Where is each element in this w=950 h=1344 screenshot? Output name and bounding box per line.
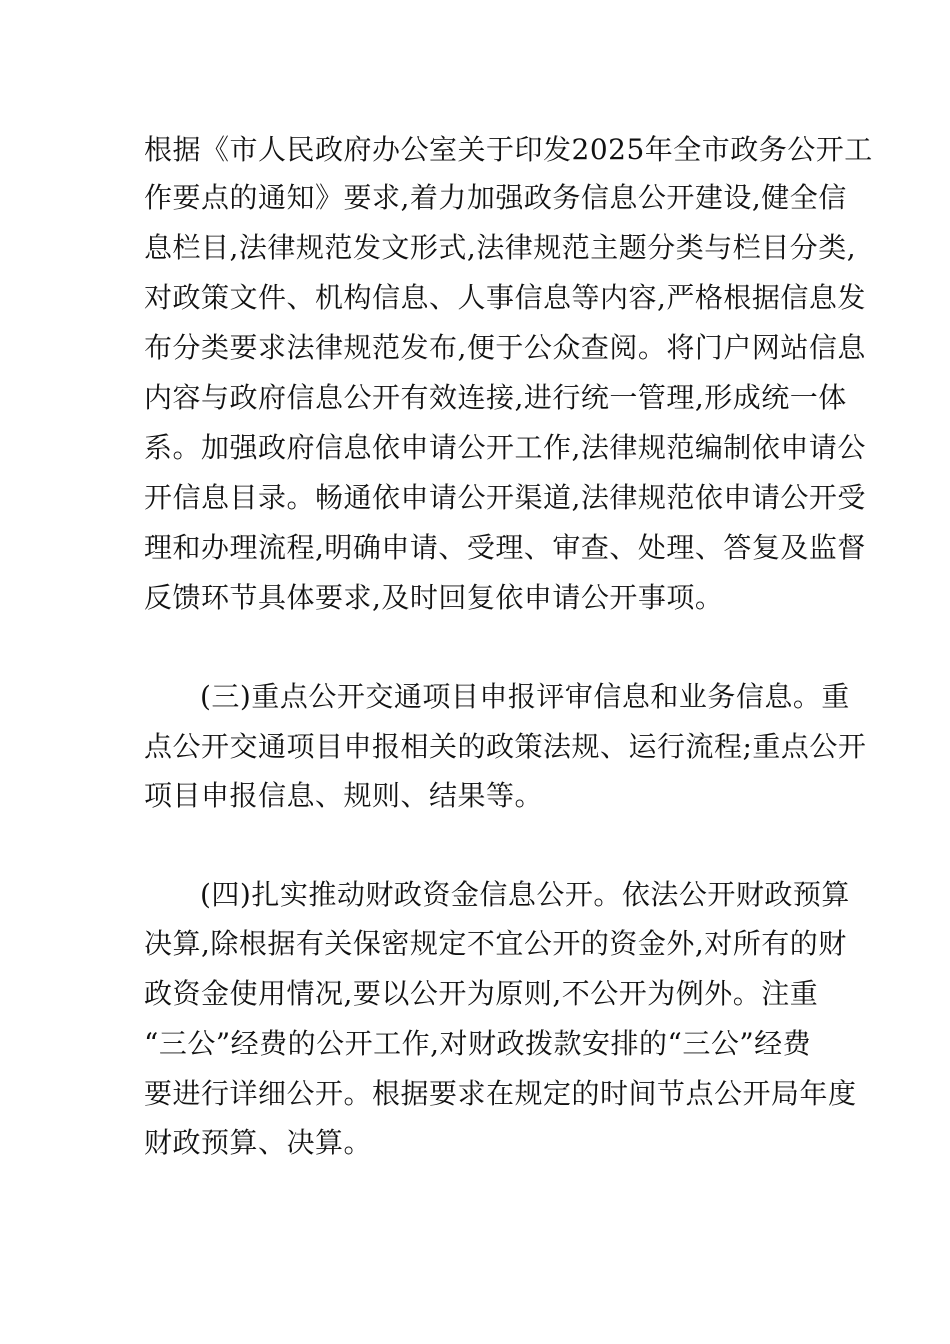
paragraph-line: 项目申报信息、规则、结果等。 <box>144 779 544 812</box>
paragraph-line: 布分类要求法律规范发布,便于公众查阅。将门户网站信息 <box>144 331 866 364</box>
paragraph-line: 内容与政府信息公开有效连接,进行统一管理,形成统一体 <box>144 381 847 414</box>
paragraph-line: “三公”经费的公开工作,对财政拨款安排的“三公”经费 <box>144 1027 812 1060</box>
paragraph-line: 作要点的通知》要求,着力加强政务信息公开建设,健全信 <box>144 181 847 214</box>
section-heading-line: (三)重点公开交通项目申报评审信息和业务信息。重 <box>200 680 850 713</box>
paragraph-line: 系。加强政府信息依申请公开工作,法律规范编制依申请公 <box>144 431 866 464</box>
paragraph-line: 决算,除根据有关保密规定不宜公开的资金外,对所有的财 <box>144 927 847 960</box>
paragraph-line: 开信息目录。畅通依申请公开渠道,法律规范依申请公开受 <box>144 481 866 514</box>
section-heading-line: (四)扎实推动财政资金信息公开。依法公开财政预算 <box>200 878 850 911</box>
paragraph-line: 对政策文件、机构信息、人事信息等内容,严格根据信息发 <box>144 281 866 314</box>
paragraph-line: 点公开交通项目申报相关的政策法规、运行流程;重点公开 <box>144 730 867 763</box>
paragraph-line: 财政预算、决算。 <box>144 1126 373 1159</box>
paragraph-line: 反馈环节具体要求,及时回复依申请公开事项。 <box>144 581 724 614</box>
paragraph-line: 政资金使用情况,要以公开为原则,不公开为例外。注重 <box>144 977 819 1010</box>
paragraph-line: 息栏目,法律规范发文形式,法律规范主题分类与栏目分类, <box>144 231 857 264</box>
paragraph-line: 根据《市人民政府办公室关于印发2025年全市政务公开工 <box>144 133 873 166</box>
paragraph-line: 要进行详细公开。根据要求在规定的时间节点公开局年度 <box>144 1077 857 1110</box>
paragraph-line: 理和办理流程,明确申请、受理、审查、处理、答复及监督 <box>144 531 866 564</box>
